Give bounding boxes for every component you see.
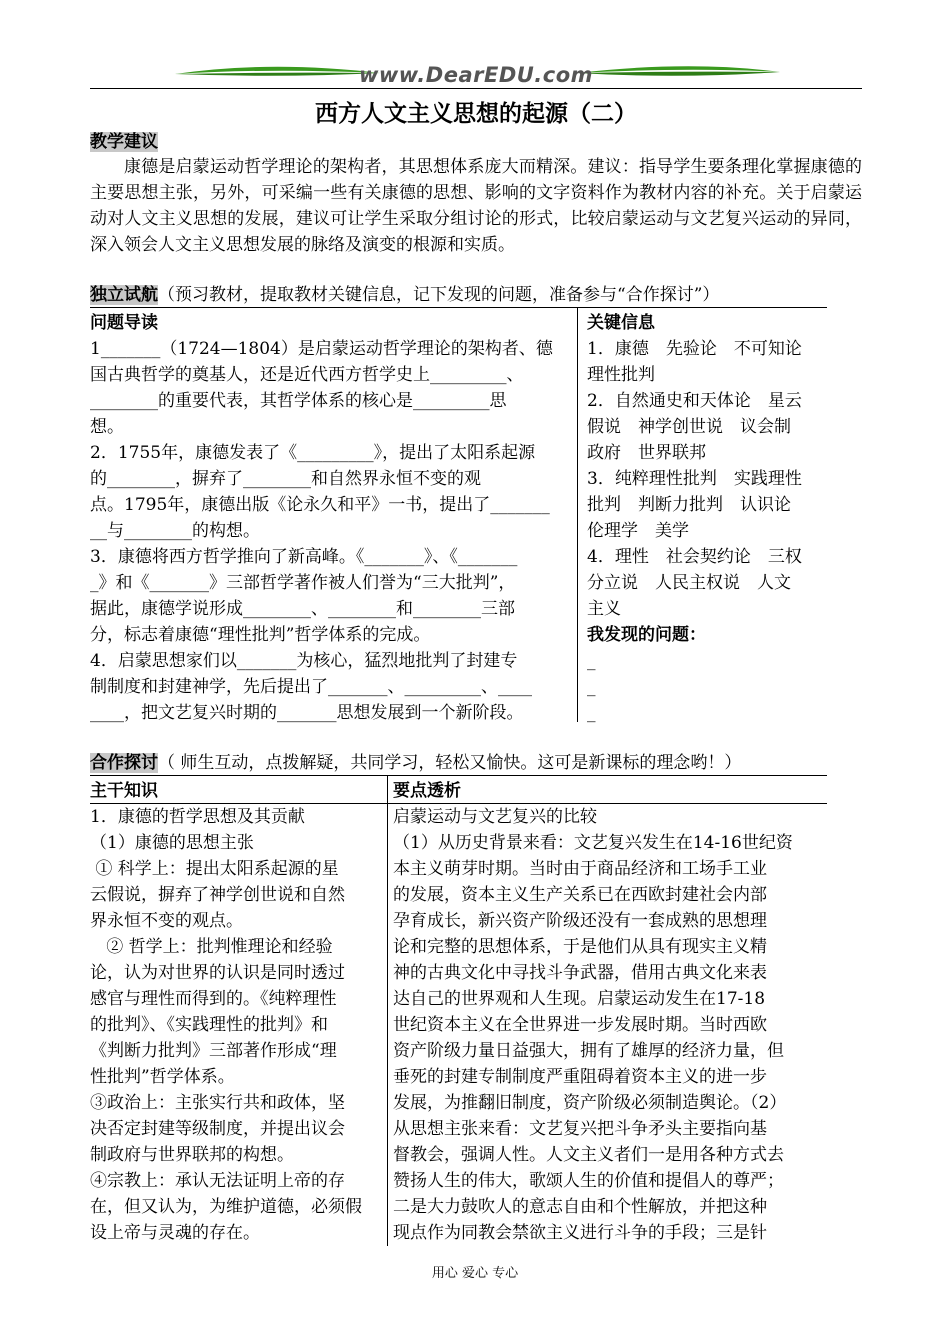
suggestion-heading-label: 教学建议	[90, 132, 158, 152]
problem-blank: _	[587, 703, 596, 723]
knowledge-line: 设上帝与灵魂的存在。	[90, 1223, 260, 1243]
question-line: __与________的构想。	[90, 521, 260, 541]
self-study-heading-label: 独立试航	[90, 285, 158, 305]
key-points-column	[393, 778, 827, 1246]
knowledge-line: 云假说，摒弃了神学创世说和自然	[90, 885, 345, 905]
question-line: 分，标志着康德“理性批判”哲学体系的完成。	[90, 625, 431, 645]
analysis-line: 二是大力鼓吹人的意志自由和个性解放，并把这种	[393, 1197, 767, 1217]
cooperation-note: （ 师生互动，点拨解疑，共同学习，轻松又愉快。这可是新课标的理念哟！）	[158, 753, 742, 773]
page-title: 西方人文主义思想的起源（二）	[315, 100, 637, 127]
column-divider	[577, 308, 578, 722]
analysis-line: 的发展，资本主义生产关系已在西欧封建社会内部	[393, 885, 767, 905]
header-logo	[90, 58, 862, 92]
key-info-line: 伦理学 美学	[587, 521, 689, 541]
self-study-note: （预习教材，提取教材关键信息，记下发现的问题，准备参与“合作探讨”）	[158, 285, 720, 305]
question-line: 4．启蒙思想家们以_______为核心，猛烈地批判了封建专	[90, 651, 518, 671]
problem-blank: _	[587, 677, 596, 697]
main-knowledge-column	[90, 778, 382, 1246]
analysis-line: 神的古典文化中寻找斗争武器，借用古典文化来表	[393, 963, 767, 983]
knowledge-line: 制政府与世界联邦的构想。	[90, 1145, 294, 1165]
knowledge-line: ② 哲学上：批判惟理论和经验	[90, 937, 333, 957]
suggestion-text: 康德是启蒙运动哲学理论的架构者，其思想体系庞大而精深。建议：指导学生要条理化掌握康德的主要思想主张，另外，可采编一些有关康德的思想、影响的文字资料作为教材内容的补充。关于启蒙运动对人文主义思想的发展，建议可让学生采取分组讨论的形式，比较启蒙运动与文艺复兴运动的异同，深入领会人文主义思想发展的脉络及演变的根源和实质。	[90, 157, 862, 255]
column-divider	[387, 776, 388, 1246]
analysis-line: 孕育成长，新兴资产阶级还没有一套成熟的思想理	[393, 911, 767, 931]
analysis-line: 资产阶级力量日益强大，拥有了雄厚的经济力量，但	[393, 1041, 784, 1061]
suggestion-heading	[90, 130, 158, 154]
knowledge-line: 论，认为对世界的认识是同时透过	[90, 963, 345, 983]
knowledge-line: 在，但又认为，为维护道德，必须假	[90, 1197, 362, 1217]
analysis-line: 赞扬人生的伟大，歌颂人生的价值和提倡人的尊严；	[393, 1171, 784, 1191]
analysis-line: 本主义萌芽时期。当时由于商品经济和工场手工业	[393, 859, 767, 879]
question-line: 点。1795年，康德出版《论永久和平》一书，提出了_______	[90, 495, 550, 515]
key-info-line: 1．康德 先验论 不可知论	[587, 339, 802, 359]
key-info-line: 假说 神学创世说 议会制	[587, 417, 791, 437]
key-points-lines	[393, 804, 827, 1246]
problems-heading: 我发现的问题：	[587, 625, 706, 645]
knowledge-line: 决否定封建等级制度，并提出议会	[90, 1119, 345, 1139]
analysis-line: 世纪资本主义在全世界进一步发展时期。当时西欧	[393, 1015, 767, 1035]
knowledge-line: （1）康德的思想主张	[90, 833, 254, 853]
key-info-heading: 关键信息	[587, 313, 655, 333]
problem-blanks	[587, 648, 827, 726]
knowledge-line: ③政治上：主张实行共和政体，坚	[90, 1093, 345, 1113]
key-info-line: 政府 世界联邦	[587, 443, 706, 463]
analysis-line: 从思想主张来看：文艺复兴把斗争矛头主要指向基	[393, 1119, 767, 1139]
question-guide-heading: 问题导读	[90, 313, 158, 333]
knowledge-line: ① 科学上：提出太阳系起源的星	[90, 859, 339, 879]
key-info-line: 4．理性 社会契约论 三权	[587, 547, 802, 567]
knowledge-line: ④宗教上：承认无法证明上帝的存	[90, 1171, 345, 1191]
analysis-line: 垂死的封建专制制度严重阻碍着资本主义的进一步	[393, 1067, 767, 1087]
problem-blank: _	[587, 651, 596, 671]
knowledge-line: 性批判”哲学体系。	[90, 1067, 235, 1087]
question-line: 想。	[90, 417, 124, 437]
question-line: 的________，摒弃了________和自然界永恒不变的观	[90, 469, 481, 489]
question-line: 3．康德将西方哲学推向了新高峰。《_______》、《_______	[90, 547, 518, 567]
analysis-line: 达自己的世界观和人生现。启蒙运动发生在17-18	[393, 989, 766, 1009]
question-line: 2．1755年，康德发表了《_________》，提出了太阳系起源	[90, 443, 536, 463]
knowledge-line: 1．康德的哲学思想及其贡献	[90, 807, 305, 827]
analysis-line: 论和完整的思想体系，于是他们从具有现实主义精	[393, 937, 767, 957]
analysis-line: 督教会，强调人性。人文主义者们一是用各种方式去	[393, 1145, 784, 1165]
question-guide-column	[90, 310, 576, 726]
knowledge-line: 界永恒不变的观点。	[90, 911, 243, 931]
main-knowledge-heading: 主干知识	[90, 781, 158, 801]
question-line: 国古典哲学的奠基人，还是近代西方哲学史上_________、	[90, 365, 524, 385]
self-study-heading	[90, 283, 827, 308]
knowledge-line: 《判断力批判》三部著作形成“理	[90, 1041, 337, 1061]
question-line: 1_______（1724—1804）是启蒙运动哲学理论的架构者、德	[90, 339, 553, 359]
question-line: ____，把文艺复兴时期的_______思想发展到一个新阶段。	[90, 703, 524, 723]
logo-text: www.DearEDU.com	[358, 63, 594, 87]
question-line: 据此，康德学说形成________、________和________三部	[90, 599, 515, 619]
key-info-line: 批判 判断力批判 认识论	[587, 495, 791, 515]
analysis-line: 现点作为同教会禁欲主义进行斗争的手段；三是针	[393, 1223, 767, 1243]
knowledge-line: 感官与理性而得到的。《纯粹理性	[90, 989, 337, 1009]
cooperation-heading-label: 合作探讨	[90, 753, 158, 773]
question-line: ________的重要代表，其哲学体系的核心是_________思	[90, 391, 507, 411]
key-info-line: 理性批判	[587, 365, 655, 385]
question-line: _》和《_______》三部哲学著作被人们誉为“三大批判”，	[90, 573, 516, 593]
knowledge-line: 的批判》、《实践理性的批判》和	[90, 1015, 328, 1035]
key-info-column	[587, 310, 827, 726]
key-info-line: 3．纯粹理性批判 实践理性	[587, 469, 802, 489]
question-line: 制制度和封建神学，先后提出了_______、_________、____	[90, 677, 532, 697]
question-guide-lines	[90, 336, 576, 726]
cooperation-heading	[90, 751, 827, 776]
header-rule	[90, 88, 862, 89]
key-info-lines	[587, 336, 827, 622]
analysis-line: 启蒙运动与文艺复兴的比较	[393, 807, 597, 827]
analysis-line: （1）从历史背景来看：文艺复兴发生在14-16世纪资	[393, 833, 793, 853]
analysis-line: 发展，为推翻旧制度，资产阶级必须制造舆论。（2）	[393, 1093, 787, 1113]
key-info-line: 主义	[587, 599, 621, 619]
key-points-heading: 要点透析	[393, 781, 461, 801]
main-knowledge-lines	[90, 804, 382, 1246]
footer-text: 用心 爱心 专心	[431, 1266, 519, 1281]
key-info-line: 分立说 人民主权说 人文	[587, 573, 791, 593]
key-info-line: 2．自然通史和天体论 星云	[587, 391, 802, 411]
